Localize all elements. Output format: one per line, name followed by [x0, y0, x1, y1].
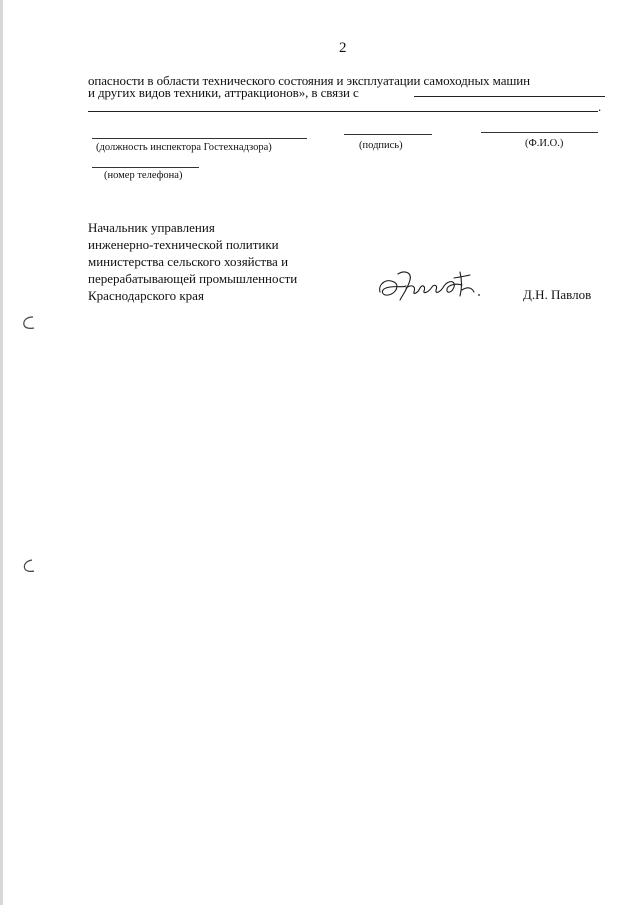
phone-caption: (номер телефона) [104, 170, 183, 181]
sentence-period: . [598, 99, 602, 114]
signatory-title-line: инженерно-технической политики [88, 237, 279, 252]
handwritten-signature [376, 266, 488, 306]
fill-in-blank-full [88, 111, 598, 112]
fill-in-blank-tail [414, 96, 605, 97]
inspector-position-line [92, 138, 307, 139]
body-text-line-2: и других видов техники, аттракционов», в связи с [88, 85, 359, 100]
inspector-signature-line [344, 134, 432, 135]
page-number: 2 [339, 40, 347, 56]
signatory-title-line: министерства сельского хозяйства и [88, 254, 289, 269]
signatory-title-line: Краснодарского края [88, 288, 204, 303]
body-text-line-1: опасности в области технического состояния и эксплуатации самоходных машин [88, 73, 530, 88]
signatory-title [88, 219, 297, 304]
phone-line [92, 167, 199, 168]
signatory-title-line: перерабатывающей промышленности [88, 271, 298, 286]
signature-caption: (подпись) [359, 140, 403, 151]
position-caption: (должность инспектора Гостехнадзора) [96, 142, 272, 153]
binding-mark [22, 315, 36, 331]
name-caption: (Ф.И.О.) [525, 138, 564, 149]
inspector-name-line [481, 132, 598, 133]
binding-mark [22, 558, 36, 574]
scan-edge [0, 0, 3, 905]
signatory-title-line: Начальник управления [88, 220, 215, 235]
signatory-name: Д.Н. Павлов [523, 287, 592, 302]
